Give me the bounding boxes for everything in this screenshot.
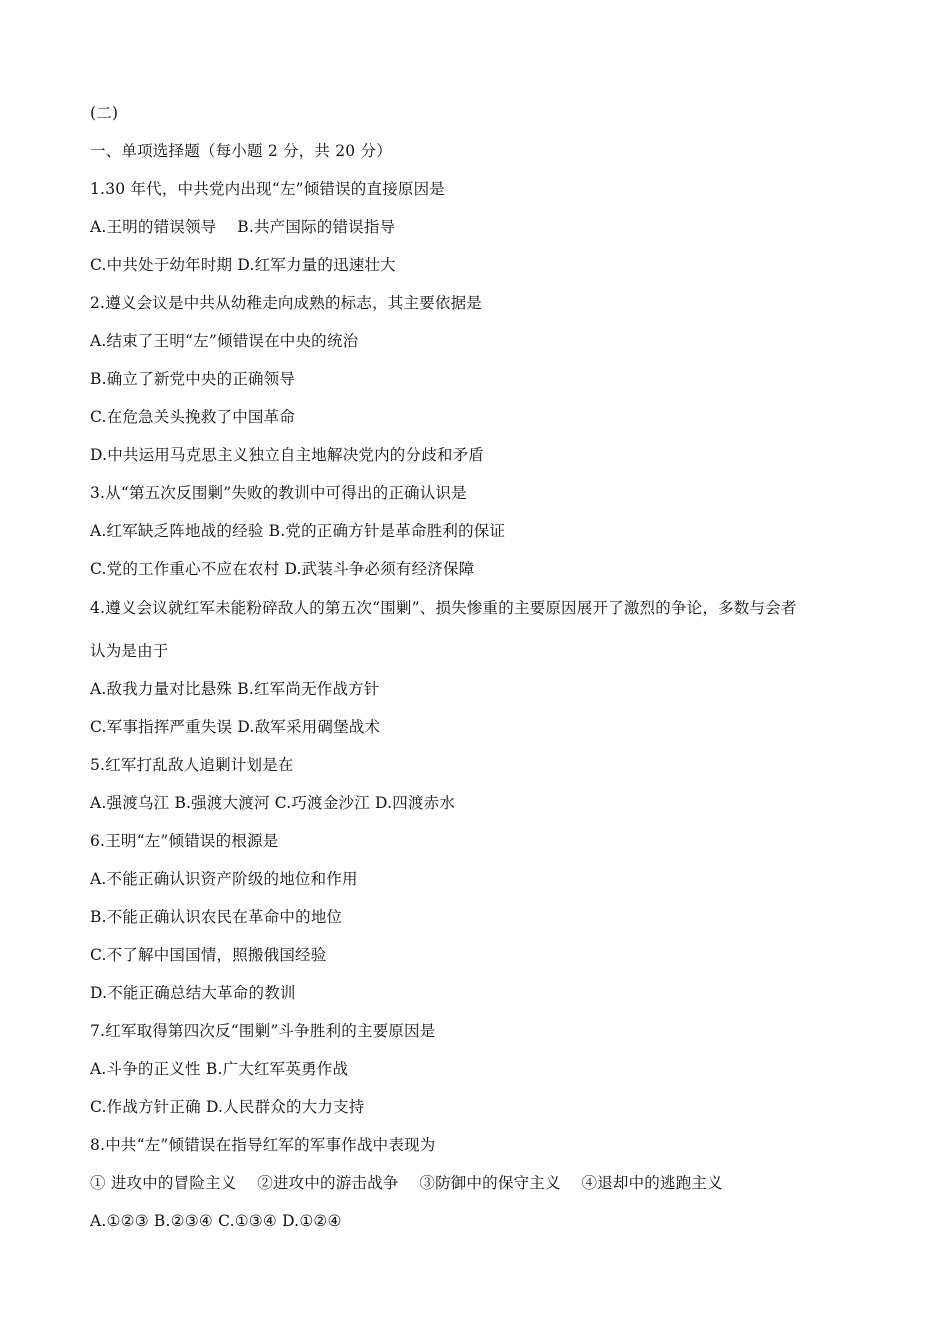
section-heading: 一、单项选择题（每小题 2 分，共 20 分） — [90, 142, 392, 160]
question-7-option-line: C.作战方针正确 D.人民群众的大力支持 — [90, 1098, 365, 1116]
question-6-option: D.不能正确总结大革命的教训 — [90, 984, 296, 1002]
question-6-option: B.不能正确认识农民在革命中的地位 — [90, 908, 343, 926]
question-3-option-line: A.红军缺乏阵地战的经验 B.党的正确方针是革命胜利的保证 — [90, 522, 506, 540]
question-4-option-line: C.军事指挥严重失误 D.敌军采用碉堡战术 — [90, 718, 381, 736]
question-2-option: D.中共运用马克思主义独立自主地解决党内的分歧和矛盾 — [90, 446, 485, 464]
question-5-option-line: A.强渡乌江 B.强渡大渡河 C.巧渡金沙江 D.四渡赤水 — [90, 794, 456, 812]
question-8-stem: 8.中共“左”倾错误在指导红军的军事作战中表现为 — [90, 1136, 436, 1154]
question-8-option-line: A.①②③ B.②③④ C.①③④ D.①②④ — [90, 1212, 342, 1230]
question-4-stem: 4.遵义会议就红军未能粉碎敌人的第五次“围剿”、损失惨重的主要原因展开了激烈的争论，多数与会者 — [90, 599, 797, 617]
question-2-stem: 2.遵义会议是中共从幼稚走向成熟的标志，其主要依据是 — [90, 294, 482, 312]
question-5-stem: 5.红军打乱敌人追剿计划是在 — [90, 756, 294, 774]
question-4-option-line: A.敌我力量对比悬殊 B.红军尚无作战方针 — [90, 680, 380, 698]
question-7-stem: 7.红军取得第四次反“围剿”斗争胜利的主要原因是 — [90, 1022, 436, 1040]
question-7-option-line: A.斗争的正义性 B.广大红军英勇作战 — [90, 1060, 349, 1078]
question-6-stem: 6.王明“左”倾错误的根源是 — [90, 832, 279, 850]
question-8-items: ① 进攻中的冒险主义 ②进攻中的游击战争 ③防御中的保守主义 ④退却中的逃跑主义 — [90, 1174, 723, 1192]
section-label: (二) — [90, 104, 119, 122]
question-1-option-line: C.中共处于幼年时期 D.红军力量的迅速壮大 — [90, 256, 396, 274]
question-2-option: B.确立了新党中央的正确领导 — [90, 370, 296, 388]
question-3-option-line: C.党的工作重心不应在农村 D.武装斗争必须有经济保障 — [90, 560, 475, 578]
question-3-stem: 3.从“第五次反围剿”失败的教训中可得出的正确认识是 — [90, 484, 467, 502]
question-1-option-line: A.王明的错误领导 B.共产国际的错误指导 — [90, 218, 396, 236]
question-2-option: C.在危急关头挽救了中国革命 — [90, 408, 296, 426]
question-6-option: C.不了解中国国情，照搬俄国经验 — [90, 946, 327, 964]
question-4-stem-continued: 认为是由于 — [90, 642, 169, 660]
question-2-option: A.结束了王明“左”倾错误在中央的统治 — [90, 332, 359, 350]
question-1-stem: 1.30 年代，中共党内出现“左”倾错误的直接原因是 — [90, 180, 445, 198]
question-6-option: A.不能正确认识资产阶级的地位和作用 — [90, 870, 358, 888]
